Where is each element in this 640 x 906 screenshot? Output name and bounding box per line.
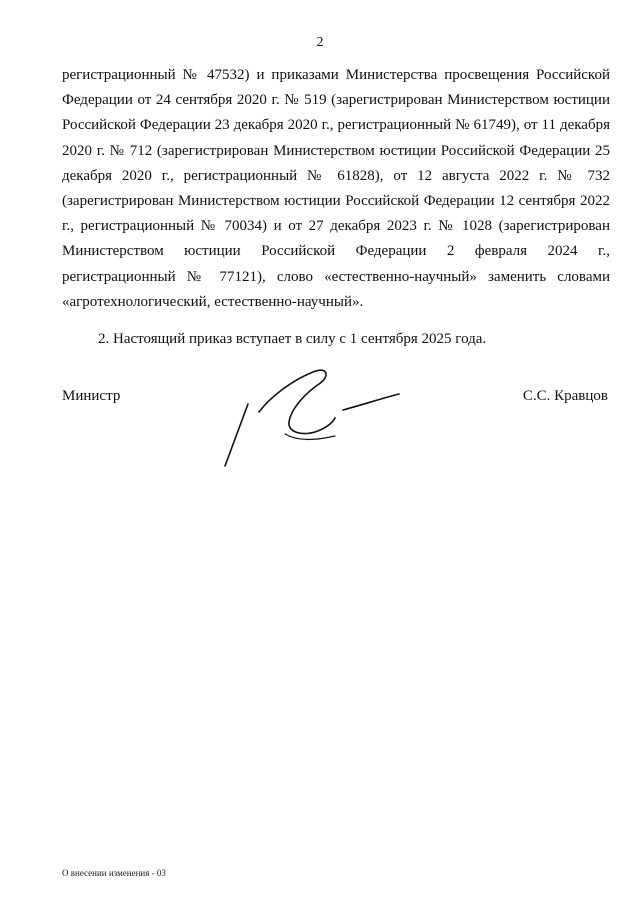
- paragraph-item-2: 2. Настоящий приказ вступает в силу с 1 сентября 2025 года.: [98, 331, 487, 348]
- signer-name: С.С. Кравцов: [522, 388, 608, 404]
- document-body: [62, 63, 610, 352]
- paragraph-continuation: регистрационный № 47532) и приказами Министерства просвещения Российской Федерации от 24 сентября 2020 г. № 519 (зарегистрирован Министерством юстиции Российской Федерации 23 декабря 2020 г., регистрационный № 61749), от 11 декабря 2020 г. № 712 (зарегистрирован Министерством юстиции Российской Федерации 25 декабря 2020 г., регистрационный № 61828), от 12 августа 2022 г. № 732 (зарегистрирован Министерством юстиции Российской Федерации 12 сентября 2022 г., регистрационный № 70034) и от 27 декабря 2023 г. № 1028 (зарегистрирован Министерством юстиции Российской Федерации 2 февраля 2024 г., регистрационный № 77121), слово «естественно-научный» заменить словами «агротехнологический, естественно-научный».: [62, 67, 610, 310]
- handwritten-signature: [215, 362, 405, 472]
- page-number: 2: [316, 35, 324, 50]
- signature-stroke-flourish: [343, 394, 399, 410]
- signer-title: Министр: [62, 388, 121, 404]
- signature-stroke-tail: [285, 434, 335, 440]
- footer-note: О внесении изменения - 03: [62, 868, 166, 878]
- signature-stroke-left: [225, 404, 248, 466]
- signature-stroke-loop: [259, 370, 335, 433]
